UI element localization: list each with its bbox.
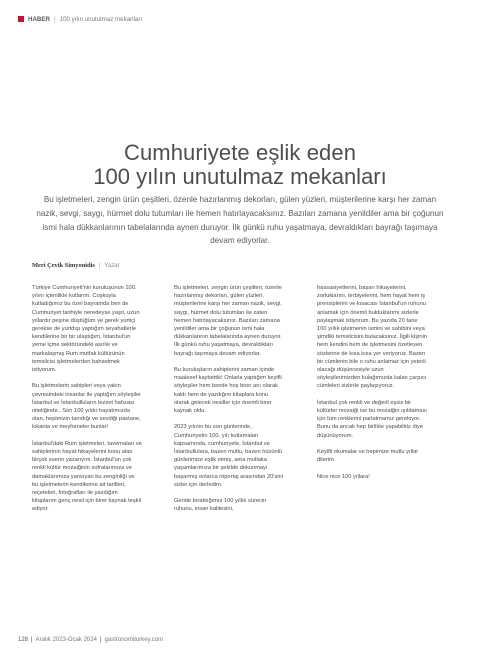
paragraph: Geride bıraktığımız 100 yıllık sürecin ruhunu, insan kalitesini, [174, 498, 267, 513]
section-marker [18, 16, 24, 22]
section-subtitle: 100 yılın unutulmaz mekanları [59, 15, 143, 23]
article-column-2 [174, 284, 284, 522]
website-link[interactable]: gastronomiturkey.com [104, 637, 164, 643]
paragraph: İstanbul'daki Rum işletmeleri, tavernaları ve sahiplerinin hayat hikayelerini konu alan birçok eserin yazarıyım. İstanbul'un çok renkli kültür mozaiğinin sofralarımıza ve damaklarımıza yansıyan bu zenginliği ve bu işletmelerin kendilerine ait tarifleri, reçeteleri, fotoğrafları ile yazdığım kitaplarım genç nesil için birer kaynak teşkil ediyor. [32, 440, 142, 513]
byline [32, 262, 120, 269]
section-header [18, 14, 142, 24]
paragraph: Bu işletmelerin sahipleri veya yakın çevresindeki insanlar ile yaptığım söyleşiler İstanbul ve İstanbulluların lezzet hafızası niteliğinde.. Son 100 yıldır hayatımızda olan, hepimizin tanıdığı ve sevdiği pastane, lokanta ve meyhaneler bunlar! [32, 383, 142, 431]
paragraph: Keyifli okumalar ve hepimize mutlu yıllar dilerim. [317, 449, 419, 464]
paragraph: Bu işletmeleri, zengin ürün çeşitleri, özenle hazırlanmış dekorları, gülen yüzleri, müşterilerine karşı her zaman nazik, sevgi, saygı, hürmet dolu tutumları ile zaten hemen hatırlayacaksınız. Bazıları zamana yenildiler ama bir çoğunun ismi hala dükkanlarının tabelalarında aynen duruyor. İlk günkü ruhu yaşatmaya, devraldıkları bayrağı taşımaya devam ediyorlar. [174, 285, 282, 357]
footer-separator: | [31, 637, 33, 643]
header-separator: | [54, 15, 56, 23]
article-column-1 [32, 284, 142, 522]
paragraph: 2023 yılının bu son günlerinde, Cumhuriyetin 100. yılı kutlamaları kapsamında, cumhuriyete, İstanbul ve İstanbullulara, bazen mutlu, bazen hüzünlü günlerimize eşlik etmiş, ama mutlaka yaşamlarımıza bir şekilde dokunmayı başarmış onlarca röportaj arasından 20'sini sizler için derledim. [174, 424, 283, 488]
author-role: Yazar [104, 262, 120, 269]
article-lead: Bu işletmeleri, zengin ürün çeşitleri, özenle hazırlanmış dekorları, gülen yüzleri, müşterilerine karşı her zaman nazik, sevgi, saygı, hürmet dolu tutumları ile hemen hatırlayacaksınız. Bazıları zamana yenildiler ama bir çoğunun ismi hala dükkanlarının tabelalarında aynen duruyor. İlk günkü ruhu yaşatmaya, devraldıkları bayrağı taşımaya devam ediyorlar. [36, 195, 444, 246]
byline-separator: | [98, 262, 101, 269]
section-label: HABER [28, 15, 51, 23]
article-title-line1: Cumhuriyete eşlik eden [123, 140, 357, 165]
page-number: 128 [18, 637, 29, 643]
paragraph: hassasiyetlerini, başarı hikayelerini, zorluklarını, terbiyelerini, hem hayat hem iş prensiplerini ve kısacası İstanbul'un ruhunu anlamak için önemli bulduklarımı sizlerle paylaşmak istiyorum. Bu yazıda 20 tane 100 yıllık işletmenin ismini ve sahibini veya şimdiki temsilcisini bulacaksınız. İlgili kişinin hem kendini hem de işletmesini özetleyen sözlerine de kısa kısa yer veriyoruz. Bazen bir cümlenin bile o ruhu anlamaz için yeterli olacağı düşüncesiyle uzun söyleşilerimizden kulağımızda kalan çarpıcı cümleleri sizlerle paylaşıyoruz. [317, 285, 427, 390]
page-footer [18, 637, 163, 643]
article-title-line2: 100 yılın unutulmaz mekanları [93, 164, 387, 189]
paragraph: Bu kuruluşların sahiplerini zaman içinde maalesef kaybettik! Onlarla yaptığım keyifli söyleşiler hem bende hoş birer anı olarak kaldı hem de yazdığım kitaplara konu olarak gelecek nesiller için önemli birer kaynak oldu. [174, 367, 282, 415]
footer-separator: | [99, 637, 102, 643]
author-name: Meri Çevik Simyonidis [32, 262, 95, 269]
article-column-3 [317, 284, 427, 489]
paragraph: Türkiye Cumhuriyeti'nin kuruluşunun 100. yılını içtenlikle kutlarım. Coşkuyla kutladığımız bu özel bayramda ben de Cumhuriyet tarihiyle neredeyse yaşıt, uzun yıllardır peşine düştüğüm ve gerek yurtiçi gerekse de yurtdışı yaptığım seyahatlerle kendilerine bir bir ulaştığım, İstanbul'un yeme içme sektöründeki asırlık ve markalaşmış Rum mutfak kültürünün temsilcisi işletmelerden bahsetmek istiyorum. [32, 285, 140, 374]
paragraph: Nice nice 100 yıllara! [317, 473, 370, 480]
issue-date: Aralık 2023-Ocak 2024 [35, 637, 97, 643]
paragraph: İstanbul çok renkli ve değerli eşsiz bir kültürler mozaiği ise bu mozaiğin ışıldaması için tüm renklerini parlatmamız gerekiyor. Bunu da ancak hep birlikte yapabiliriz diye düşünüyorum. [317, 399, 428, 439]
